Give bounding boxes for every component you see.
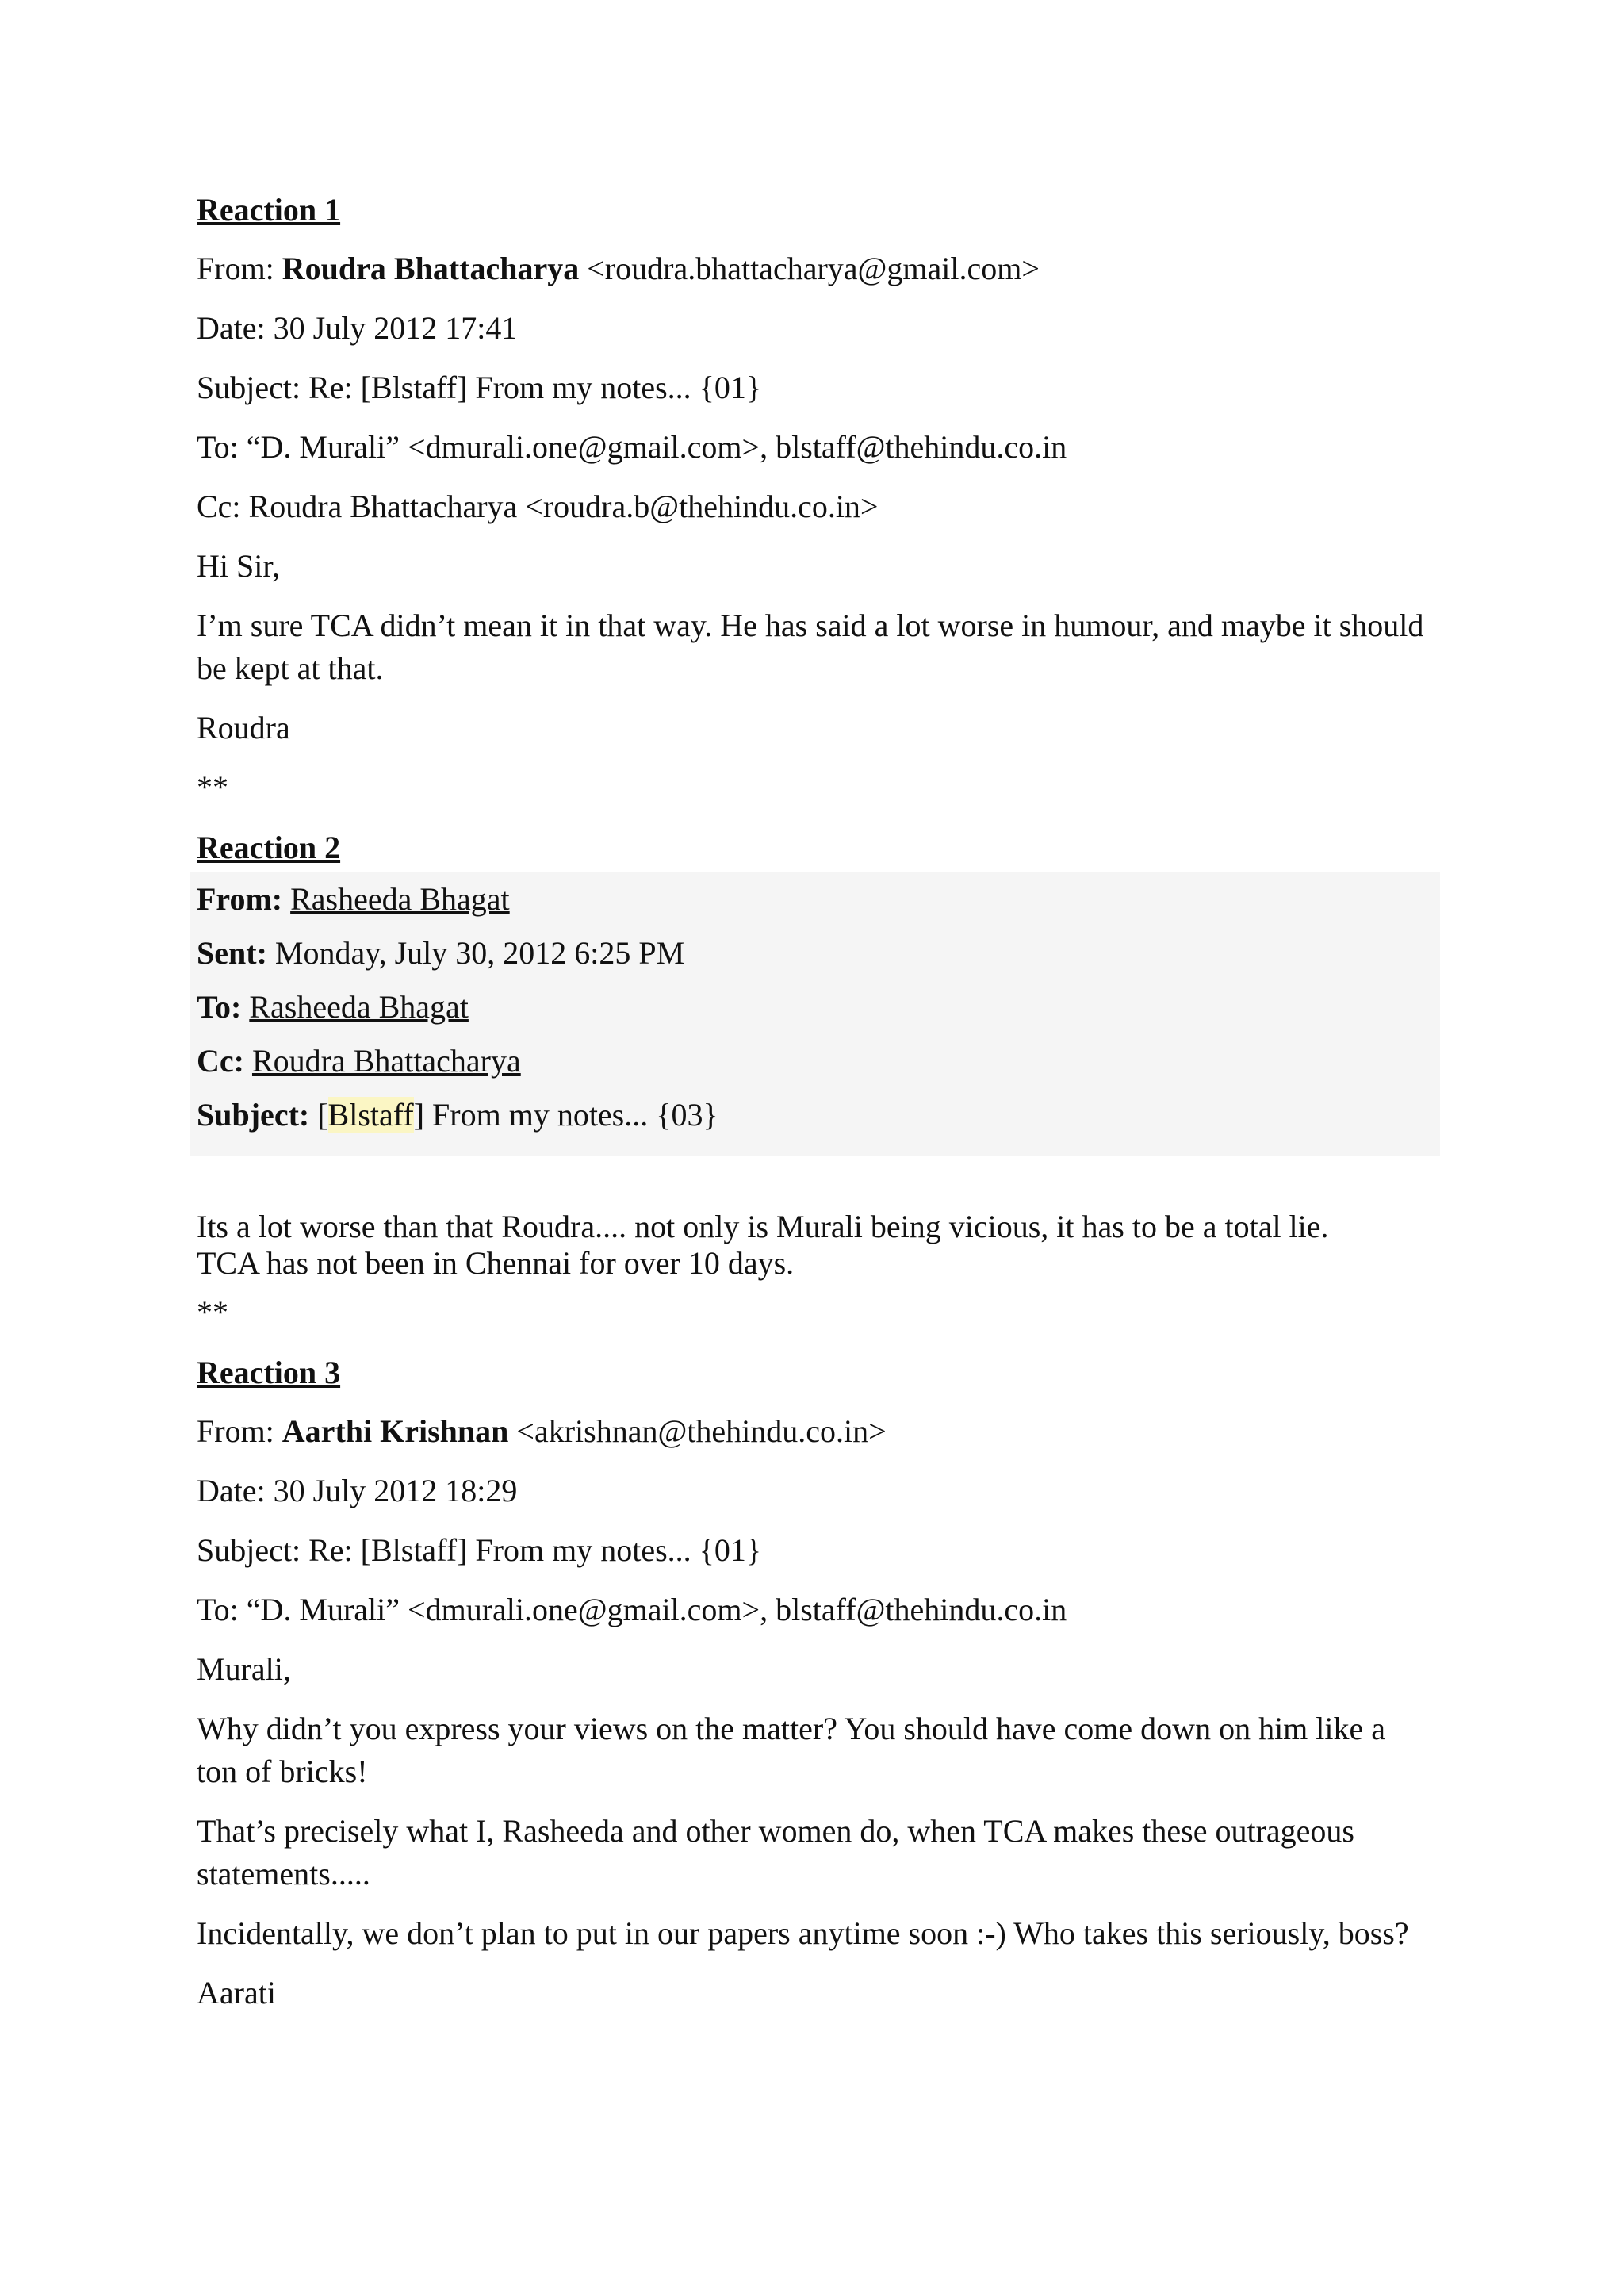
subject-label: Subject: — [197, 1097, 318, 1133]
reaction-2-from — [197, 872, 1434, 926]
cc-name-link[interactable]: Roudra Bhattacharya — [251, 1043, 521, 1079]
reaction-1-date: Date: 30 July 2012 17:41 — [197, 310, 518, 346]
reaction-1-subject: Subject: Re: [Blstaff] From my notes... {01} — [197, 370, 762, 405]
reaction-1-signature: Roudra — [197, 710, 290, 746]
reaction-2-subject — [197, 1088, 1434, 1142]
from-email: <roudra.bhattacharya@gmail.com> — [579, 251, 1040, 286]
reaction-1-heading: Reaction 1 — [197, 192, 341, 228]
from-name-link[interactable]: Rasheeda Bhagat — [290, 881, 510, 917]
reaction-1-to: To: “D. Murali” <dmurali.one@gmail.com>, blstaff@thehindu.co.in — [197, 429, 1067, 465]
subject-tag-highlight: Blstaff — [327, 1097, 414, 1133]
from-name: Aarthi Krishnan — [282, 1413, 509, 1449]
reaction-2-cc — [197, 1034, 1434, 1088]
from-label: From: — [197, 1413, 282, 1449]
reaction-3-heading: Reaction 3 — [197, 1355, 341, 1390]
sent-value: Monday, July 30, 2012 6:25 PM — [274, 935, 685, 971]
reaction-2-body-line-1: Its a lot worse than that Roudra.... not only is Murali being vicious, it has to be a total lie. — [197, 1209, 1329, 1244]
reaction-1-greeting: Hi Sir, — [197, 548, 281, 584]
reaction-3-date: Date: 30 July 2012 18:29 — [197, 1473, 518, 1508]
from-email: <akrishnan@thehindu.co.in> — [508, 1413, 887, 1449]
to-label: To: — [197, 989, 250, 1025]
reaction-2-sent — [197, 926, 1434, 980]
spacer — [197, 1156, 1434, 1209]
reaction-3-paragraph-1: Why didn’t you express your views on the matter? You should have come down on him like a ton of bricks! — [197, 1711, 1386, 1789]
reaction-2-to — [197, 980, 1434, 1034]
sent-label: Sent: — [197, 935, 275, 971]
reaction-1-cc: Cc: Roudra Bhattacharya <roudra.b@thehindu.co.in> — [197, 489, 879, 524]
from-label: From: — [197, 251, 282, 286]
reaction-2-body-line-2: TCA has not been in Chennai for over 10 days. — [197, 1245, 795, 1281]
from-label: From: — [197, 881, 291, 917]
reaction-3-paragraph-3: Incidentally, we don’t plan to put in our papers anytime soon :-) Who takes this seriously, boss? — [197, 1915, 1409, 1951]
subject-rest: ] From my notes... {03} — [413, 1097, 718, 1133]
separator: ** — [197, 769, 228, 805]
reaction-3-from — [197, 1410, 1434, 1453]
reaction-1-body: I’m sure TCA didn’t mean it in that way. He has said a lot worse in humour, and maybe it should be kept at that. — [197, 608, 1424, 686]
subject-open-bracket: [ — [317, 1097, 328, 1133]
reaction-2-email-header — [190, 872, 1440, 1156]
to-name-link[interactable]: Rasheeda Bhagat — [249, 989, 469, 1025]
reaction-3-subject: Subject: Re: [Blstaff] From my notes... {01} — [197, 1532, 762, 1568]
reaction-3-paragraph-2: That’s precisely what I, Rasheeda and other women do, when TCA makes these outrageous statements..... — [197, 1813, 1354, 1892]
reaction-3-greeting: Murali, — [197, 1651, 291, 1687]
document-page — [197, 189, 1434, 2031]
reaction-2-heading: Reaction 2 — [197, 830, 341, 865]
separator: ** — [197, 1294, 228, 1330]
reaction-1-from — [197, 247, 1434, 290]
reaction-3-signature: Aarati — [197, 1975, 276, 2010]
cc-label: Cc: — [197, 1043, 252, 1079]
from-name: Roudra Bhattacharya — [282, 251, 580, 286]
reaction-3-to: To: “D. Murali” <dmurali.one@gmail.com>, blstaff@thehindu.co.in — [197, 1592, 1067, 1627]
